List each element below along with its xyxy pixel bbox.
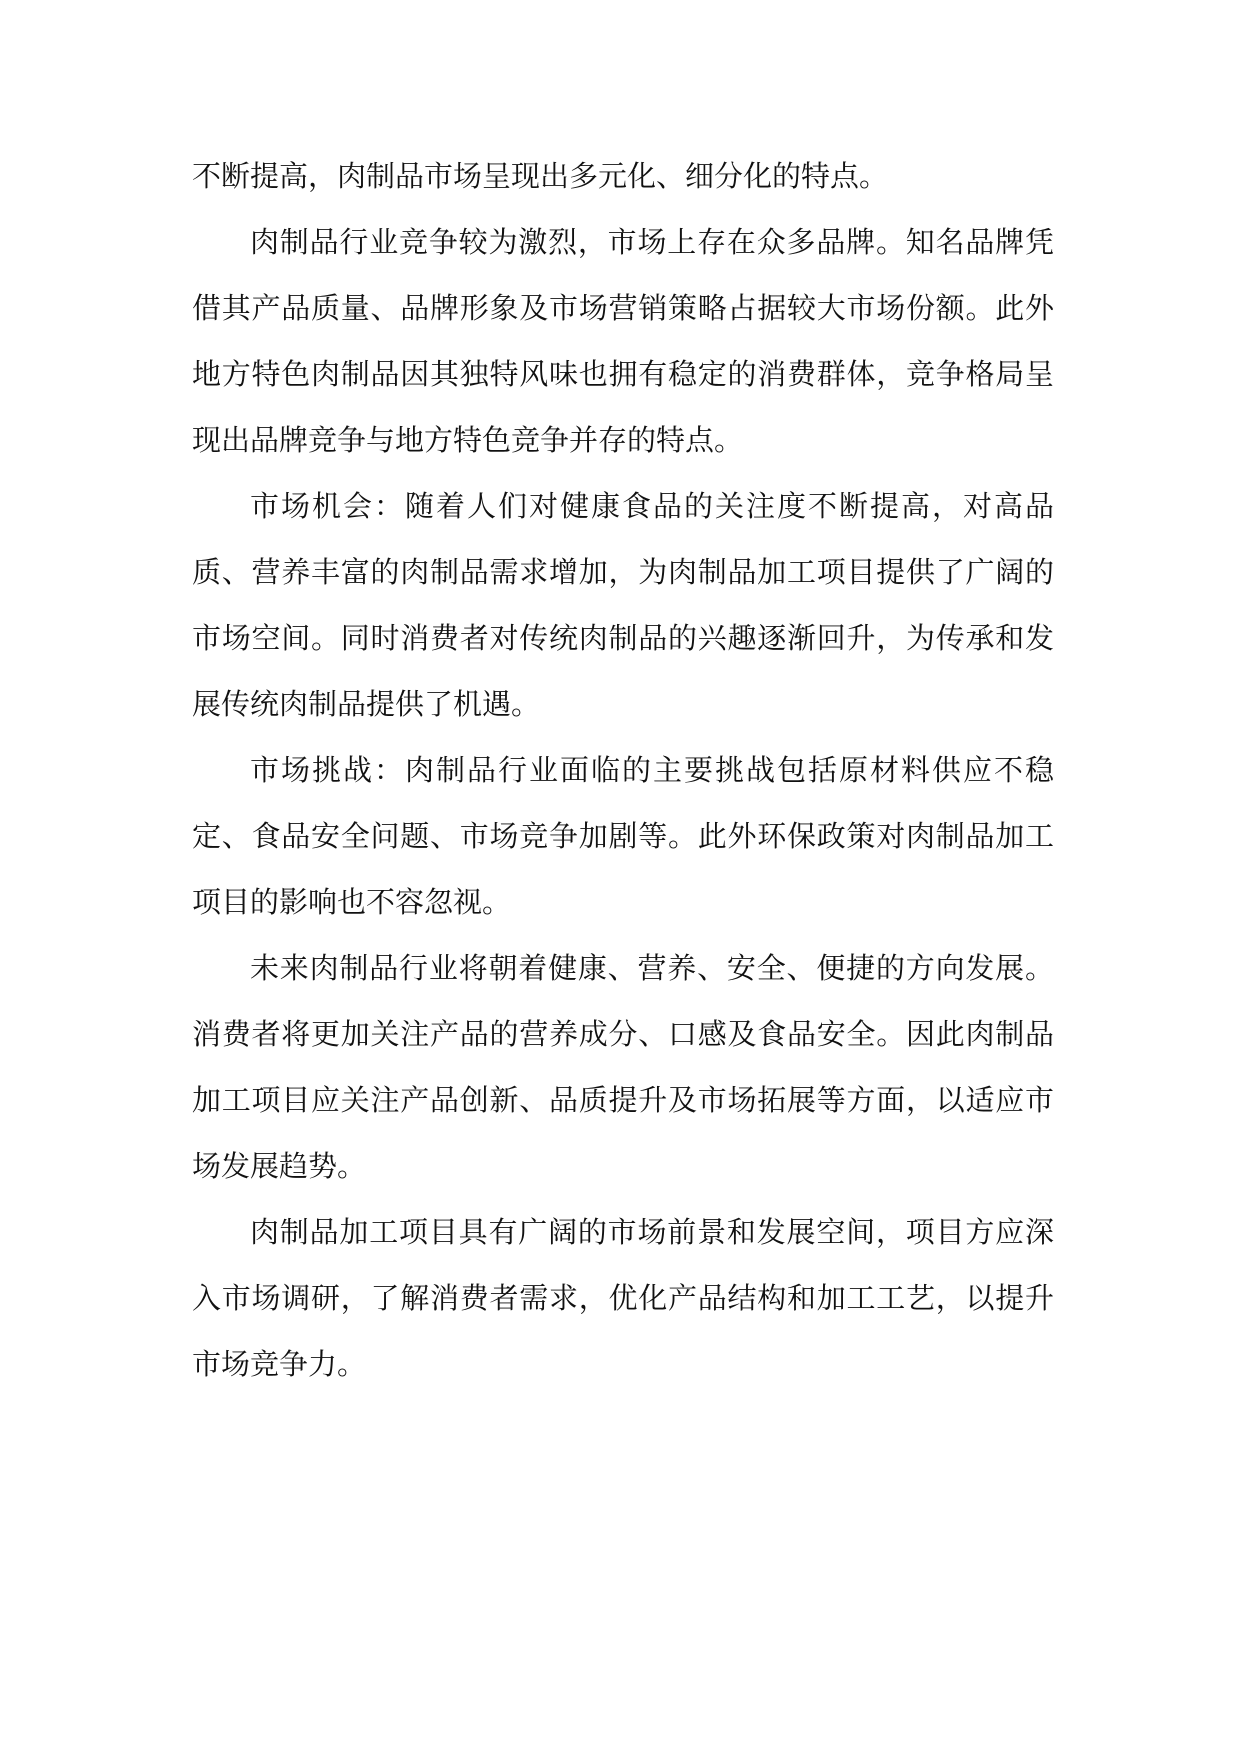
paragraph-competition: 肉制品行业竞争较为激烈，市场上存在众多品牌。知名品牌凭借其产品质量、品牌形象及市场营销策略占据较大市场份额。此外地方特色肉制品因其独特风味也拥有稳定的消费群体，竞争格局呈现出品牌竞争与地方特色竞争并存的特点。: [192, 225, 1054, 457]
paragraph-challenges: 市场挑战：肉制品行业面临的主要挑战包括原材料供应不稳定、食品安全问题、市场竞争加剧等。此外环保政策对肉制品加工项目的影响也不容忽视。: [192, 753, 1054, 919]
paragraph-trends: 未来肉制品行业将朝着健康、营养、安全、便捷的方向发展。消费者将更加关注产品的营养成分、口感及食品安全。因此肉制品加工项目应关注产品创新、品质提升及市场拓展等方面，以适应市场发展趋势。: [192, 951, 1054, 1183]
paragraph-continued: 不断提高，肉制品市场呈现出多元化、细分化的特点。: [192, 159, 889, 193]
body-text: [192, 143, 1054, 1397]
paragraph-conclusion: 肉制品加工项目具有广阔的市场前景和发展空间，项目方应深入市场调研，了解消费者需求，优化产品结构和加工工艺，以提升市场竞争力。: [192, 1215, 1054, 1381]
paragraph-opportunities: 市场机会：随着人们对健康食品的关注度不断提高，对高品质、营养丰富的肉制品需求增加，为肉制品加工项目提供了广阔的市场空间。同时消费者对传统肉制品的兴趣逐渐回升，为传承和发展传统肉制品提供了机遇。: [192, 489, 1054, 721]
